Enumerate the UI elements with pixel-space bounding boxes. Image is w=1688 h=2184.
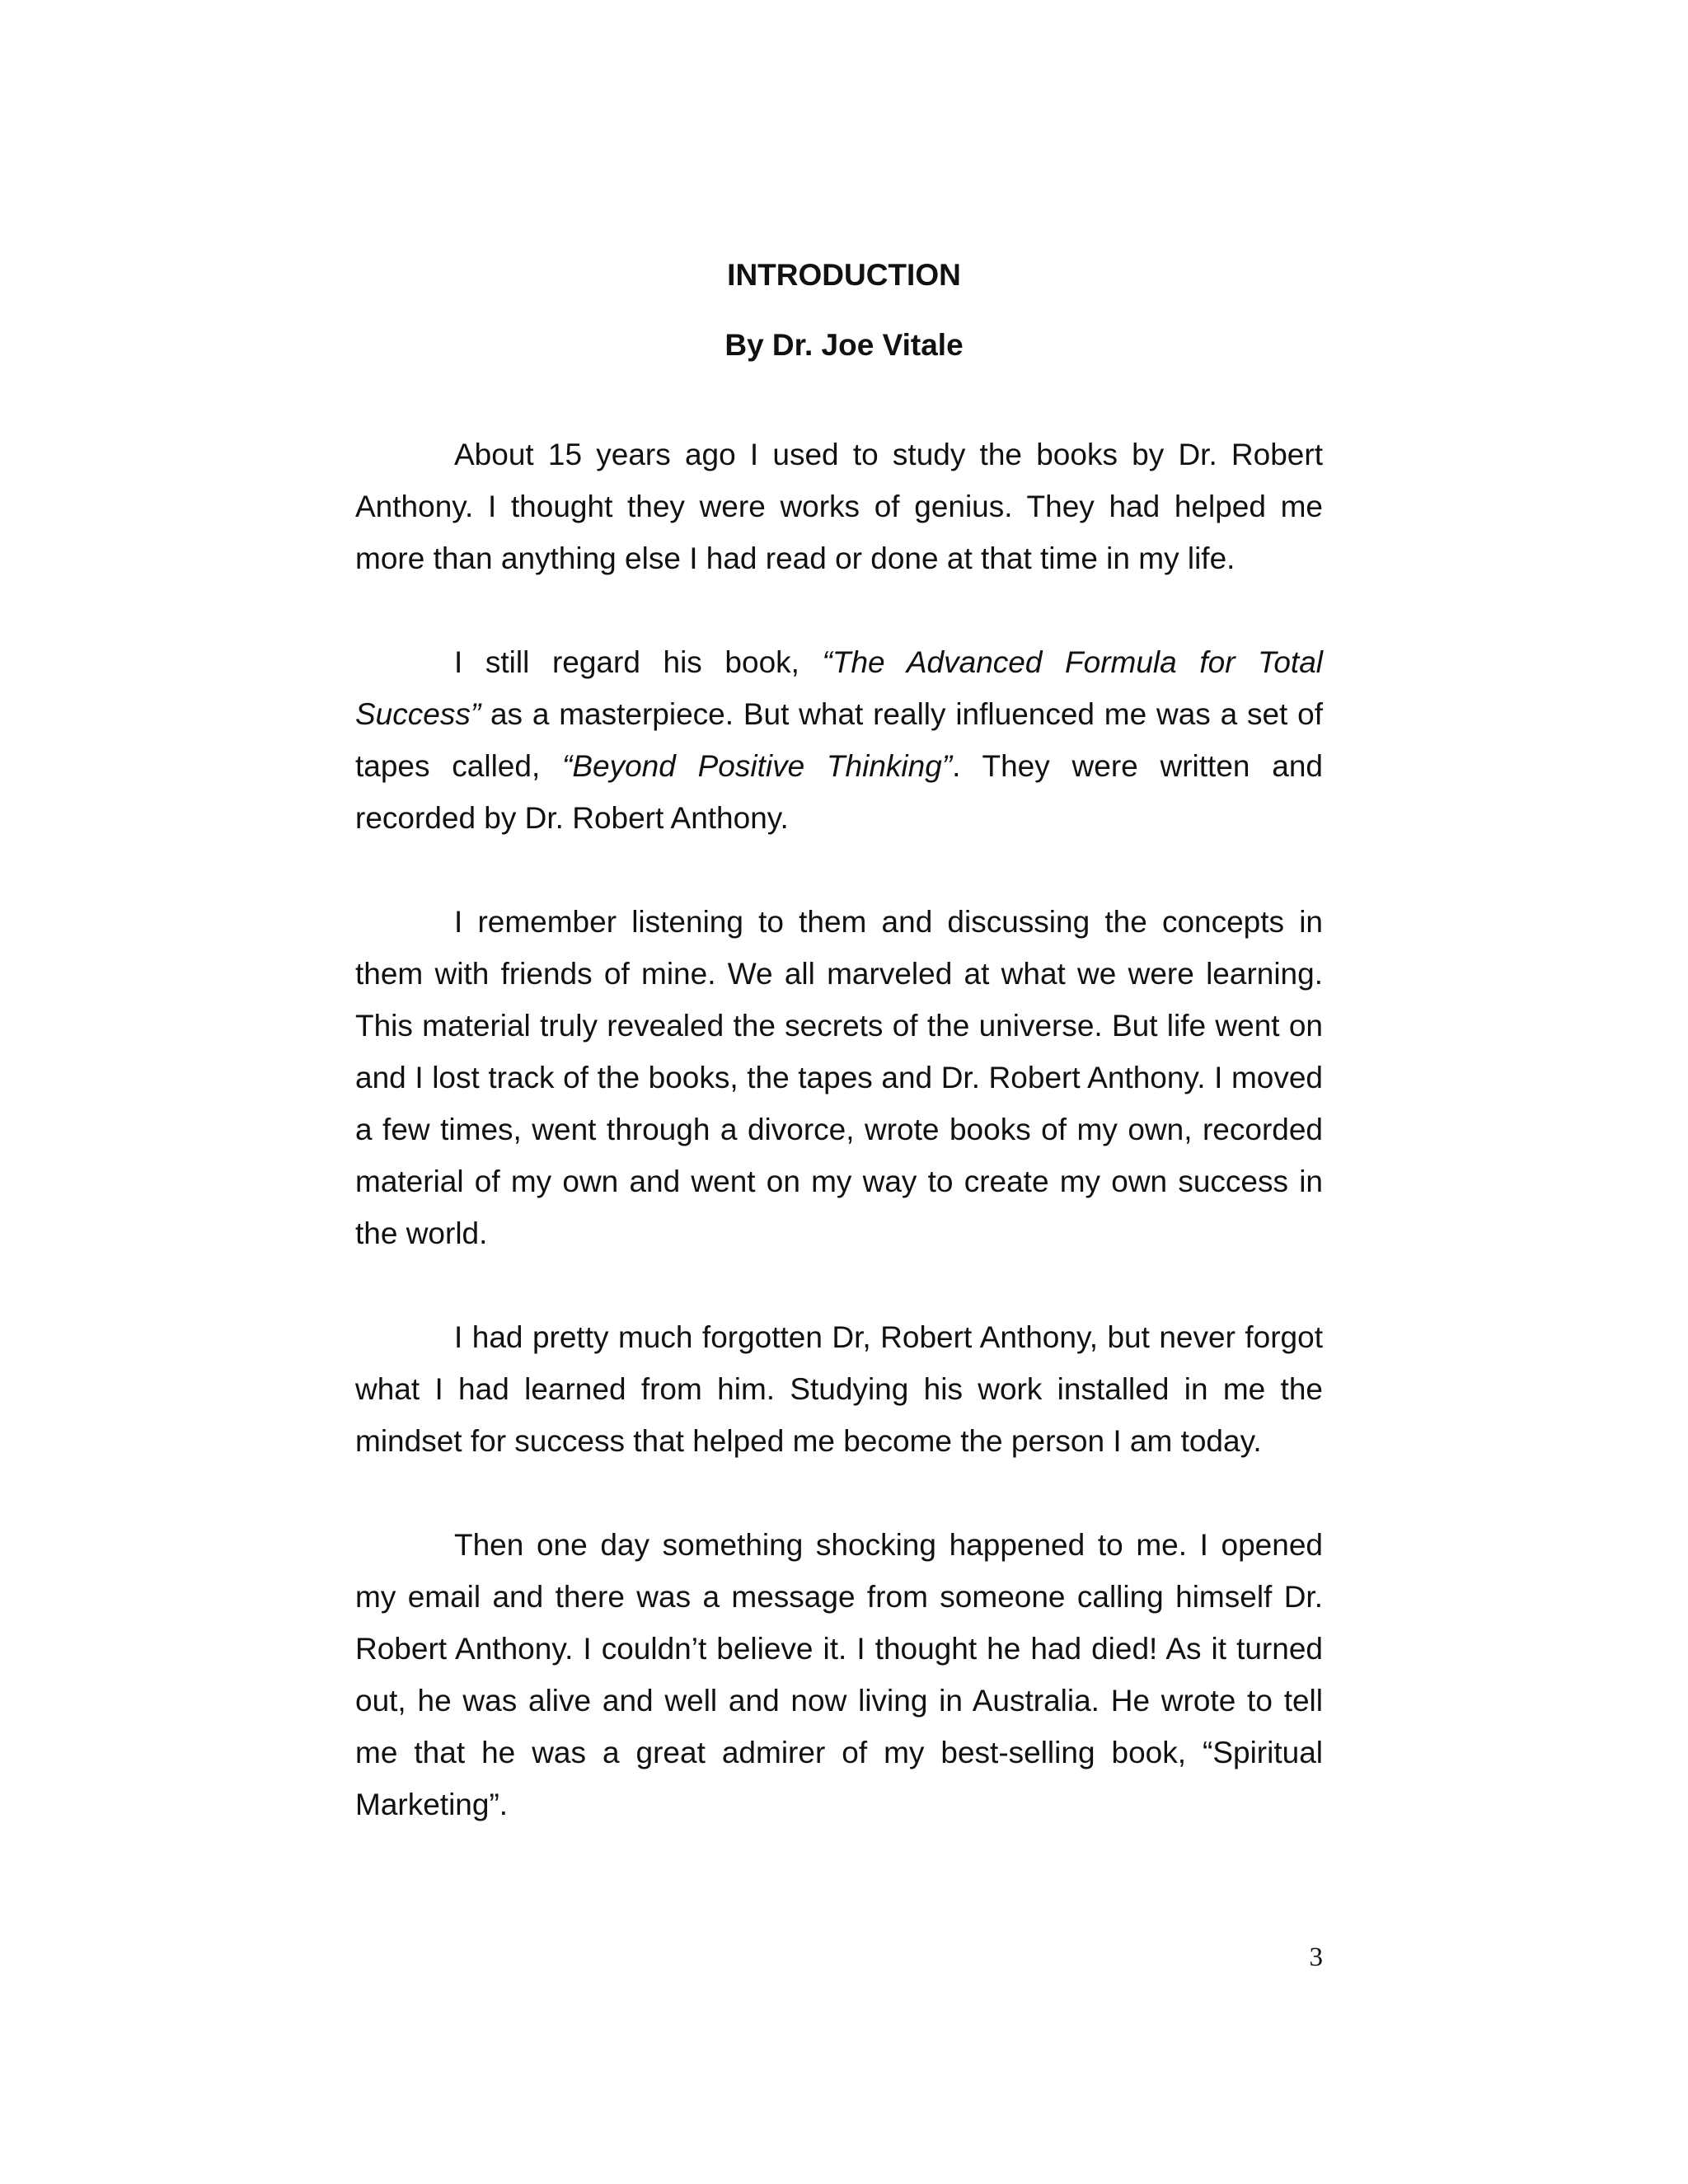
paragraph-5: Then one day something shocking happened to me. I opened my email and there was a message from someone calling himself Dr. Robert Anthony. I couldn’t believe it. I thought he had died! As it turned out, he was alive and well and now living in Australia. He wrote to tell me that he was a great admirer of my best-selling book, “Spiritual Marketing”.: [355, 1528, 1323, 1821]
body-text: [355, 429, 1323, 1882]
paragraph-3: I remember listening to them and discussing the concepts in them with friends of mine. We all marveled at what we were learning. This material truly revealed the secrets of the universe. But life went on and I lost track of the books, the tapes and Dr. Robert Anthony. I moved a few times, went through a divorce, wrote books of my own, recorded material of my own and went on my way to create my own success in the world.: [355, 905, 1323, 1250]
book-title-advanced-formula: “The Advanced Formula for Total Success”: [355, 645, 1323, 731]
paragraph-2-part-a: I still regard his book,: [454, 645, 823, 679]
tape-title-beyond-positive-thinking: “Beyond Positive Thinking”: [562, 749, 953, 783]
paragraph-2: [355, 636, 1323, 844]
paragraph-2-part-c: as a masterpiece. But what really influenced me was a set of tapes called,: [355, 697, 1323, 783]
paragraph-2-part-e: . They were written and recorded by Dr. Robert Anthony.: [355, 749, 1323, 835]
chapter-title: INTRODUCTION: [727, 258, 961, 292]
page-number: 3: [1309, 1943, 1323, 1972]
paragraph-4: I had pretty much forgotten Dr, Robert Anthony, but never forgot what I had learned from him. Studying his work installed in me the mindset for success that helped me become the person I am today.: [355, 1320, 1323, 1458]
paragraph-1: About 15 years ago I used to study the books by Dr. Robert Anthony. I thought they were works of genius. They had helped me more than anything else I had read or done at that time in my life.: [355, 438, 1323, 575]
chapter-author: By Dr. Joe Vitale: [724, 328, 964, 362]
